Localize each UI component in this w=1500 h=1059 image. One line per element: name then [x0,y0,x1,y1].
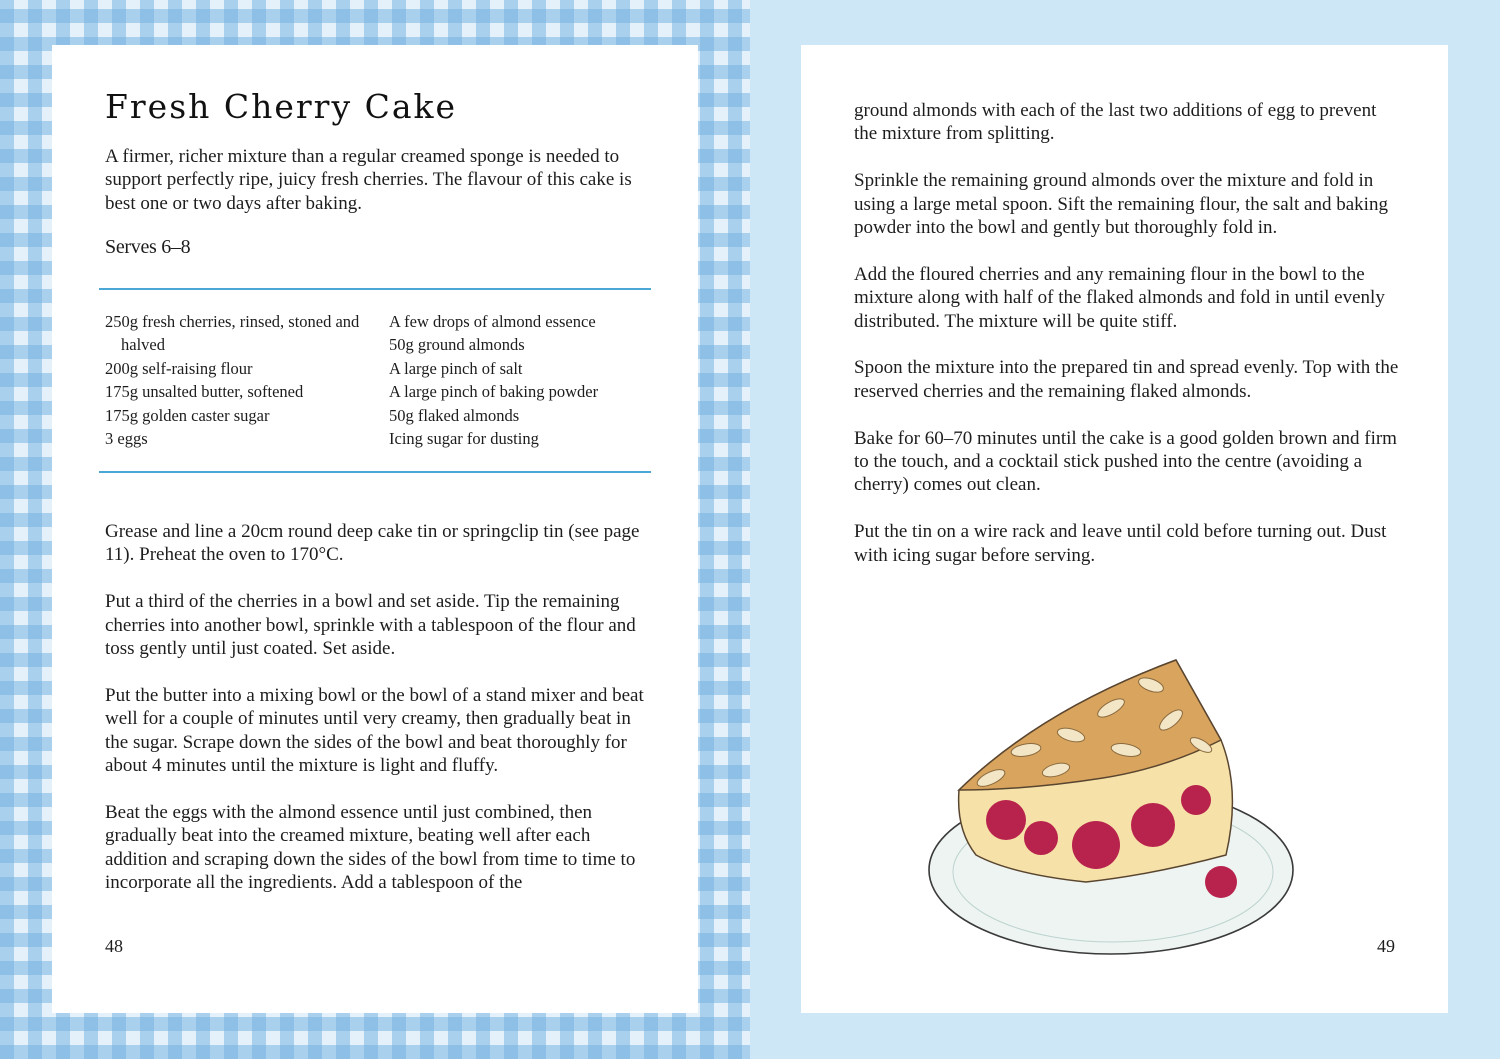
ingredients-list-left [105,310,375,450]
method-text-left [105,520,650,918]
method-paragraph: Spoon the mixture into the prepared tin and spread evenly. Top with the reserved cherries and the remaining flaked almonds. [854,357,1399,402]
cherry-cake-slice-illustration-icon [921,650,1321,980]
ingredient-item: A large pinch of baking powder [389,382,599,402]
ingredient-item: 3 eggs [105,429,148,449]
ingredient-item: Icing sugar for dusting [389,429,539,449]
method-paragraph: Put the butter into a mixing bowl or the bowl of a stand mixer and beat well for a couple of minutes until very creamy, then gradually beat in the sugar. Scrape down the sides of the bowl and beat thoroughly for about 4 minutes until the mixture is light and fluffy. [105,684,644,777]
page-number-left: 48 [105,936,123,956]
ingredient-item: 200g self-raising flour [105,358,253,378]
method-paragraph: Bake for 60–70 minutes until the cake is a good golden brown and firm to the touch, and a cocktail stick pushed into the centre (avoiding a cherry) comes out clean. [854,427,1397,496]
ingredient-item: 175g unsalted butter, softened [105,382,304,402]
ingredient-item: 50g ground almonds [389,335,525,355]
method-paragraph: Put the tin on a wire rack and leave until cold before turning out. Dust with icing sugar before serving. [854,521,1387,566]
ingredient-item: 250g fresh cherries, rinsed, stoned and halved [105,312,360,355]
left-page [52,45,698,1013]
recipe-intro: A firmer, richer mixture than a regular creamed sponge is needed to support perfectly ripe, juicy fresh cherries. The flavour of this cake is best one or two days after baking. [105,146,632,214]
right-page [801,45,1448,1013]
method-paragraph: Sprinkle the remaining ground almonds over the mixture and fold in using a large metal spoon. Sift the remaining flour, the salt and baking powder into the bowl and gently but thoroughly fold in. [854,170,1388,239]
method-paragraph: Grease and line a 20cm round deep cake tin or springclip tin (see page 11). Preheat the oven to 170°C. [105,521,640,566]
method-paragraph: Put a third of the cherries in a bowl and set aside. Tip the remaining cherries into another bowl, sprinkle with a tablespoon of the flour and toss gently until just coated. Set aside. [105,591,636,660]
ingredients-bottom-rule [99,471,651,473]
ingredients-list-right [389,310,649,450]
serves-label: Serves 6–8 [105,236,191,258]
method-text-right [854,99,1399,590]
page-number-right: 49 [1377,936,1395,956]
method-paragraph: Beat the eggs with the almond essence until just combined, then gradually beat into the creamed mixture, beating well after each addition and scraping down the sides of the bowl from time to time to incorporate all the ingredients. Add a tablespoon of the [105,801,636,894]
ingredient-item: 50g flaked almonds [389,405,520,425]
method-paragraph: Add the floured cherries and any remaining flour in the bowl to the mixture along with half of the flaked almonds and fold in until evenly distributed. The mixture will be quite stiff. [854,263,1385,332]
ingredients-top-rule [99,288,651,290]
ingredient-item: A few drops of almond essence [389,312,596,331]
method-paragraph: ground almonds with each of the last two additions of egg to prevent the mixture from splitting. [854,100,1377,145]
ingredient-item: A large pinch of salt [389,358,523,378]
ingredient-item: 175g golden caster sugar [105,405,270,425]
recipe-title: Fresh Cherry Cake [105,87,458,126]
